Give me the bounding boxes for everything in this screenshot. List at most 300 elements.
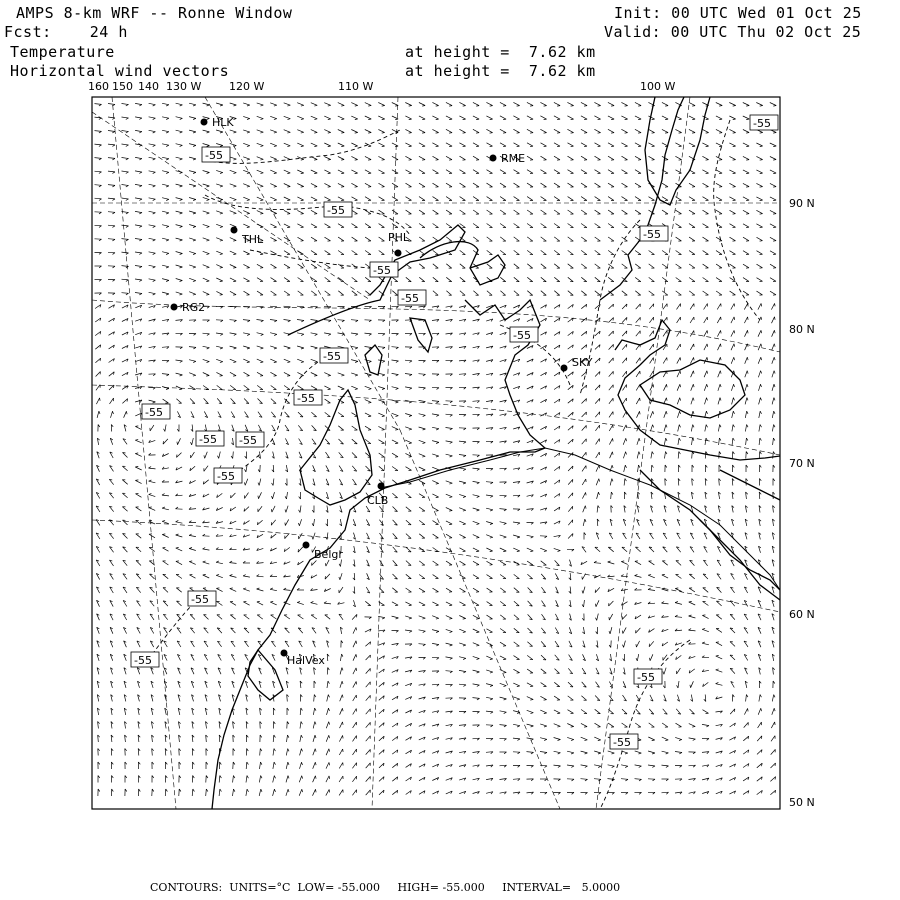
wind-vector (459, 468, 466, 469)
wind-vector (324, 170, 330, 173)
wind-vector (243, 278, 249, 281)
wind-vector (162, 521, 169, 523)
wind-vector-head (595, 604, 596, 607)
wind-vector (716, 251, 722, 255)
wind-vector (379, 197, 385, 201)
wind-vector-head (220, 132, 223, 133)
wind-vector (324, 197, 330, 200)
wind-vector (745, 411, 746, 418)
wind-vector (583, 506, 586, 513)
wind-vector (162, 117, 169, 118)
wind-vector (554, 143, 560, 146)
wind-vector-head (747, 371, 748, 374)
wind-vector-head (355, 146, 358, 147)
wind-vector-head (450, 415, 453, 417)
wind-vector-head (230, 561, 233, 563)
wind-vector-head (284, 588, 287, 590)
wind-vector-head (153, 267, 156, 268)
wind-vector-head (180, 186, 183, 187)
wind-vector (609, 385, 613, 390)
wind-vector-head (139, 267, 142, 268)
wind-vector-head (449, 618, 452, 619)
wind-vector (527, 237, 533, 241)
wind-vector-head (329, 749, 330, 752)
wind-vector-head (720, 425, 721, 428)
wind-vector (325, 615, 330, 619)
wind-vector (473, 602, 479, 606)
wind-vector (271, 264, 277, 268)
wind-vector (297, 170, 303, 173)
wind-vector (716, 197, 722, 200)
wind-vector-head (747, 411, 748, 414)
wind-vector-head (396, 347, 399, 349)
meridian-140w (112, 97, 176, 809)
wind-vector (703, 224, 709, 228)
wind-vector (297, 210, 303, 213)
wind-vector-head (774, 371, 775, 374)
wind-vector (326, 735, 329, 741)
wind-vector-head (625, 119, 628, 120)
wind-vector-head (382, 361, 385, 362)
wind-vector (189, 373, 196, 376)
wind-vector-head (613, 304, 614, 307)
wind-vector-head (261, 348, 264, 349)
wind-vector-head (162, 507, 165, 508)
wind-vector (514, 615, 519, 620)
field-temperature: Temperature (10, 43, 115, 61)
wind-vector (313, 749, 315, 756)
wind-vector (554, 264, 560, 268)
wind-vector (257, 130, 264, 132)
wind-vector (311, 130, 317, 133)
wind-vector-head (649, 658, 650, 661)
wind-vector-head (557, 106, 560, 107)
wind-vector-head (598, 492, 599, 495)
wind-vector (432, 630, 439, 632)
wind-vector (366, 655, 371, 660)
wind-vector (433, 170, 439, 174)
wind-vector (270, 346, 277, 348)
wind-vector-head (166, 132, 169, 133)
wind-vector (433, 277, 438, 281)
wind-vector (176, 360, 183, 361)
wind-vector-head (773, 160, 776, 161)
wind-vector-head (328, 681, 329, 684)
wind-vector-head (625, 479, 627, 482)
wind-vector (284, 372, 290, 375)
wind-vector (298, 291, 304, 295)
wind-vector (581, 170, 587, 174)
wind-vector (95, 171, 102, 172)
wind-vector (473, 291, 478, 296)
wind-vector (635, 723, 641, 727)
wind-vector-head (180, 226, 183, 227)
wind-vector-head (112, 185, 115, 187)
wind-vector-head (162, 534, 165, 535)
wind-vector (176, 252, 183, 254)
wind-vector (216, 103, 223, 105)
wind-vector (689, 724, 695, 727)
wind-vector (339, 735, 342, 741)
wind-vector (608, 183, 614, 187)
wind-vector (230, 103, 237, 105)
wind-vector (595, 723, 601, 727)
wind-vector (703, 278, 709, 282)
wind-vector (500, 601, 506, 605)
wind-vector (366, 749, 371, 754)
wind-vector (608, 210, 614, 214)
wind-vector-head (557, 713, 560, 714)
wind-vector (433, 521, 439, 525)
wind-vector-head (773, 146, 776, 147)
wind-vector (366, 709, 371, 714)
wind-vector (689, 630, 696, 631)
wind-vector-head (463, 497, 466, 498)
wind-vector-head (343, 735, 344, 738)
wind-vector (460, 156, 466, 160)
height-temperature: at height = 7.62 km (405, 43, 596, 61)
wind-vector (568, 710, 574, 714)
wind-vector (284, 320, 291, 321)
wind-vector (446, 116, 452, 119)
wind-vector (730, 655, 735, 660)
wind-vector (392, 427, 398, 430)
wind-vector (270, 116, 277, 118)
wind-vector (595, 143, 601, 146)
wind-vector-head (477, 483, 480, 484)
wind-vector (609, 358, 614, 363)
wind-vector (513, 683, 519, 686)
wind-vector-head (301, 735, 302, 738)
wind-vector-head (706, 726, 709, 727)
wind-vector-head (356, 627, 357, 630)
wind-vector (637, 452, 639, 459)
wind-vector-head (746, 160, 749, 161)
wind-vector (756, 143, 762, 146)
wind-vector (419, 129, 425, 132)
wind-vector (582, 492, 585, 498)
wind-vector-head (436, 106, 439, 107)
wind-vector (460, 264, 465, 268)
wind-vector-head (301, 321, 304, 322)
wind-vector-head (396, 361, 399, 362)
wind-vector-head (653, 411, 654, 414)
wind-vector-head (760, 187, 763, 188)
wind-vector-head (287, 214, 290, 215)
wind-vector (459, 129, 465, 132)
wind-vector (365, 426, 371, 430)
wind-vector (595, 547, 600, 552)
wind-vector (311, 210, 317, 213)
wind-vector (624, 641, 626, 648)
wind-vector (419, 387, 426, 388)
wind-vector-head (153, 294, 156, 295)
wind-vector (392, 156, 398, 159)
wind-vector (527, 724, 534, 726)
wind-vector-head (733, 425, 734, 428)
wind-vector (432, 143, 438, 146)
wind-vector (757, 278, 763, 282)
wind-vector (581, 723, 587, 726)
wind-vector (473, 481, 480, 482)
wind-vector (135, 144, 142, 145)
wind-vector-head (233, 281, 236, 282)
wind-vector (677, 384, 680, 390)
wind-vector-head (126, 293, 129, 295)
wind-vector-head (193, 375, 196, 376)
wind-vector (473, 656, 480, 658)
wind-vector (365, 103, 371, 106)
wind-vector (473, 588, 479, 592)
wind-vector-head (139, 226, 142, 227)
wind-vector (527, 548, 533, 551)
wind-vector (432, 467, 439, 470)
wind-vector (635, 156, 641, 159)
wind-vector-head (640, 411, 641, 414)
wind-vector (379, 251, 385, 255)
wind-vector (297, 143, 303, 146)
wind-vector (189, 225, 196, 227)
wind-vector (581, 250, 587, 254)
wind-vector-head (193, 200, 196, 201)
wind-vector-head (571, 106, 574, 107)
wind-vector-head (608, 561, 611, 562)
wind-vector-head (476, 632, 479, 633)
wind-vector (365, 277, 371, 281)
wind-vector (718, 344, 721, 350)
wind-vector-head (476, 645, 479, 646)
wind-vector (162, 508, 169, 510)
wind-vector-head (153, 105, 156, 106)
wind-vector (567, 724, 573, 727)
wind-vector-head (301, 132, 304, 133)
wind-vector (473, 116, 479, 119)
wind-vector-head (504, 725, 507, 727)
wind-vector-head (476, 119, 479, 120)
wind-vector (257, 278, 263, 282)
wind-vector (230, 184, 237, 186)
wind-vector (353, 654, 356, 660)
wind-vector (676, 575, 682, 579)
wind-vector-head (314, 146, 317, 147)
wind-vector (108, 239, 115, 240)
wind-vector-head (206, 254, 209, 255)
wind-vector (732, 411, 734, 418)
wind-vector (162, 130, 169, 131)
wind-vector (365, 333, 372, 334)
wind-vector (514, 210, 520, 214)
wind-vector (473, 575, 479, 579)
wind-vector (486, 697, 493, 698)
wind-vector-head (544, 726, 547, 727)
wind-vector (677, 371, 680, 377)
wind-vector-head (594, 561, 597, 563)
wind-vector (581, 116, 587, 119)
wind-vector (662, 129, 668, 132)
wind-vector-head (216, 561, 219, 562)
wind-vector-head (247, 173, 250, 174)
wind-vector (717, 304, 721, 310)
wind-vector-head (220, 254, 223, 255)
wind-vector (204, 615, 209, 620)
wind-vector (433, 588, 439, 592)
wind-vector-head (746, 106, 749, 107)
wind-vector-head (220, 362, 223, 363)
wind-vector-head (112, 158, 115, 160)
wind-vector (216, 346, 223, 348)
wind-vector (216, 588, 222, 591)
wind-vector-head (544, 753, 547, 754)
wind-vector-head (234, 119, 237, 120)
wind-vector (406, 588, 412, 592)
wind-vector (758, 722, 762, 728)
wind-vector (338, 116, 344, 119)
wind-vector-head (126, 159, 129, 160)
wind-vector (649, 251, 655, 255)
wind-vector (95, 185, 102, 186)
wind-vector (216, 238, 223, 241)
wind-vector (432, 116, 438, 119)
wind-vector (95, 131, 102, 132)
wind-vector (135, 252, 142, 253)
wind-vector (621, 102, 627, 105)
wind-vector (622, 170, 628, 174)
wind-vector (540, 548, 547, 551)
wind-vector (285, 533, 290, 538)
wind-vector (635, 197, 641, 201)
wind-vector (677, 317, 681, 323)
wind-vector (365, 116, 371, 119)
lat-label-50n: 50 N (789, 796, 815, 809)
wind-vector-head (382, 347, 385, 349)
wind-vector (270, 359, 276, 362)
wind-vector (365, 224, 371, 228)
wind-vector-head (139, 118, 142, 119)
wind-vector (392, 413, 399, 415)
wind-vector (637, 654, 638, 661)
wind-vector (419, 374, 426, 375)
wind-vector (297, 103, 304, 106)
wind-vector-head (274, 119, 277, 120)
wind-vector (758, 708, 761, 714)
wind-vector-head (274, 321, 277, 322)
wind-vector (392, 440, 398, 443)
wind-vector (273, 479, 274, 486)
wind-vector-head (652, 465, 654, 468)
wind-vector-head (368, 133, 371, 134)
wind-vector (622, 264, 628, 268)
wind-vector (243, 589, 250, 591)
wind-vector (743, 143, 749, 146)
wind-vector-head (166, 145, 169, 146)
wind-vector (473, 143, 479, 146)
wind-vector (311, 170, 317, 173)
wind-vector-head (166, 267, 169, 268)
wind-vector-head (422, 605, 425, 606)
wind-vector (270, 602, 276, 605)
wind-vector (446, 428, 453, 429)
wind-vector-head (760, 106, 763, 107)
wind-vector (473, 210, 479, 214)
wind-vector-head (207, 173, 210, 174)
wind-vector (459, 616, 465, 619)
wind-vector (541, 210, 547, 214)
wind-vector (663, 304, 667, 310)
wind-vector-head (638, 119, 641, 120)
wind-vector-head (396, 402, 399, 403)
wind-vector-head (99, 411, 100, 414)
wind-vector (662, 737, 668, 740)
wind-vector (149, 238, 156, 239)
wind-vector (203, 103, 210, 105)
wind-vector-head (690, 685, 691, 688)
wind-vector-head (598, 740, 601, 741)
wind-vector (365, 130, 371, 133)
wind-vector (662, 723, 668, 727)
wind-vector-head (368, 402, 371, 403)
wind-vector (692, 438, 693, 445)
wind-vector (284, 278, 290, 282)
wind-vector (432, 454, 439, 456)
lat-label-90n: 90 N (789, 197, 815, 210)
wind-vector (149, 494, 156, 496)
wind-vector (624, 479, 625, 486)
wind-vector (392, 347, 399, 348)
wind-vector (554, 210, 560, 214)
wind-vector-head (301, 105, 304, 106)
wind-vector (446, 629, 453, 631)
wind-vector-head (220, 334, 223, 335)
wind-vector (500, 170, 506, 174)
wind-vector-head (436, 429, 439, 430)
wind-vector (758, 330, 761, 336)
wind-vector-head (341, 389, 344, 390)
wind-vector-head (774, 330, 775, 333)
wind-vector (378, 347, 385, 348)
wind-vector (716, 291, 722, 295)
wind-vector-head (368, 146, 371, 147)
wind-vector (595, 183, 601, 187)
wind-vector (203, 224, 210, 226)
wind-vector (716, 183, 722, 186)
wind-vector (352, 277, 358, 281)
wind-vector (622, 197, 628, 201)
wind-vector (419, 534, 425, 538)
wind-vector (460, 588, 466, 592)
wind-vector (284, 197, 290, 200)
wind-vector-head (261, 105, 264, 106)
wind-vector-head (139, 132, 142, 133)
wind-vector (96, 398, 99, 404)
wind-vector-head (149, 507, 152, 508)
wind-vector-head (315, 722, 316, 725)
wind-vector (351, 130, 357, 133)
wind-vector-head (571, 740, 574, 741)
wind-vector (689, 143, 695, 146)
wind-vector (203, 333, 210, 334)
wind-vector-head (139, 240, 142, 241)
wind-vector-head (314, 200, 317, 201)
wind-vector-head (490, 119, 493, 120)
wind-vector (338, 413, 344, 417)
wind-vector-head (220, 295, 223, 296)
wind-vector (541, 250, 547, 254)
wind-vector (379, 224, 385, 228)
wind-vector (231, 493, 236, 498)
wind-vector (595, 709, 601, 713)
wind-vector (621, 129, 627, 132)
wind-vector (527, 683, 533, 686)
